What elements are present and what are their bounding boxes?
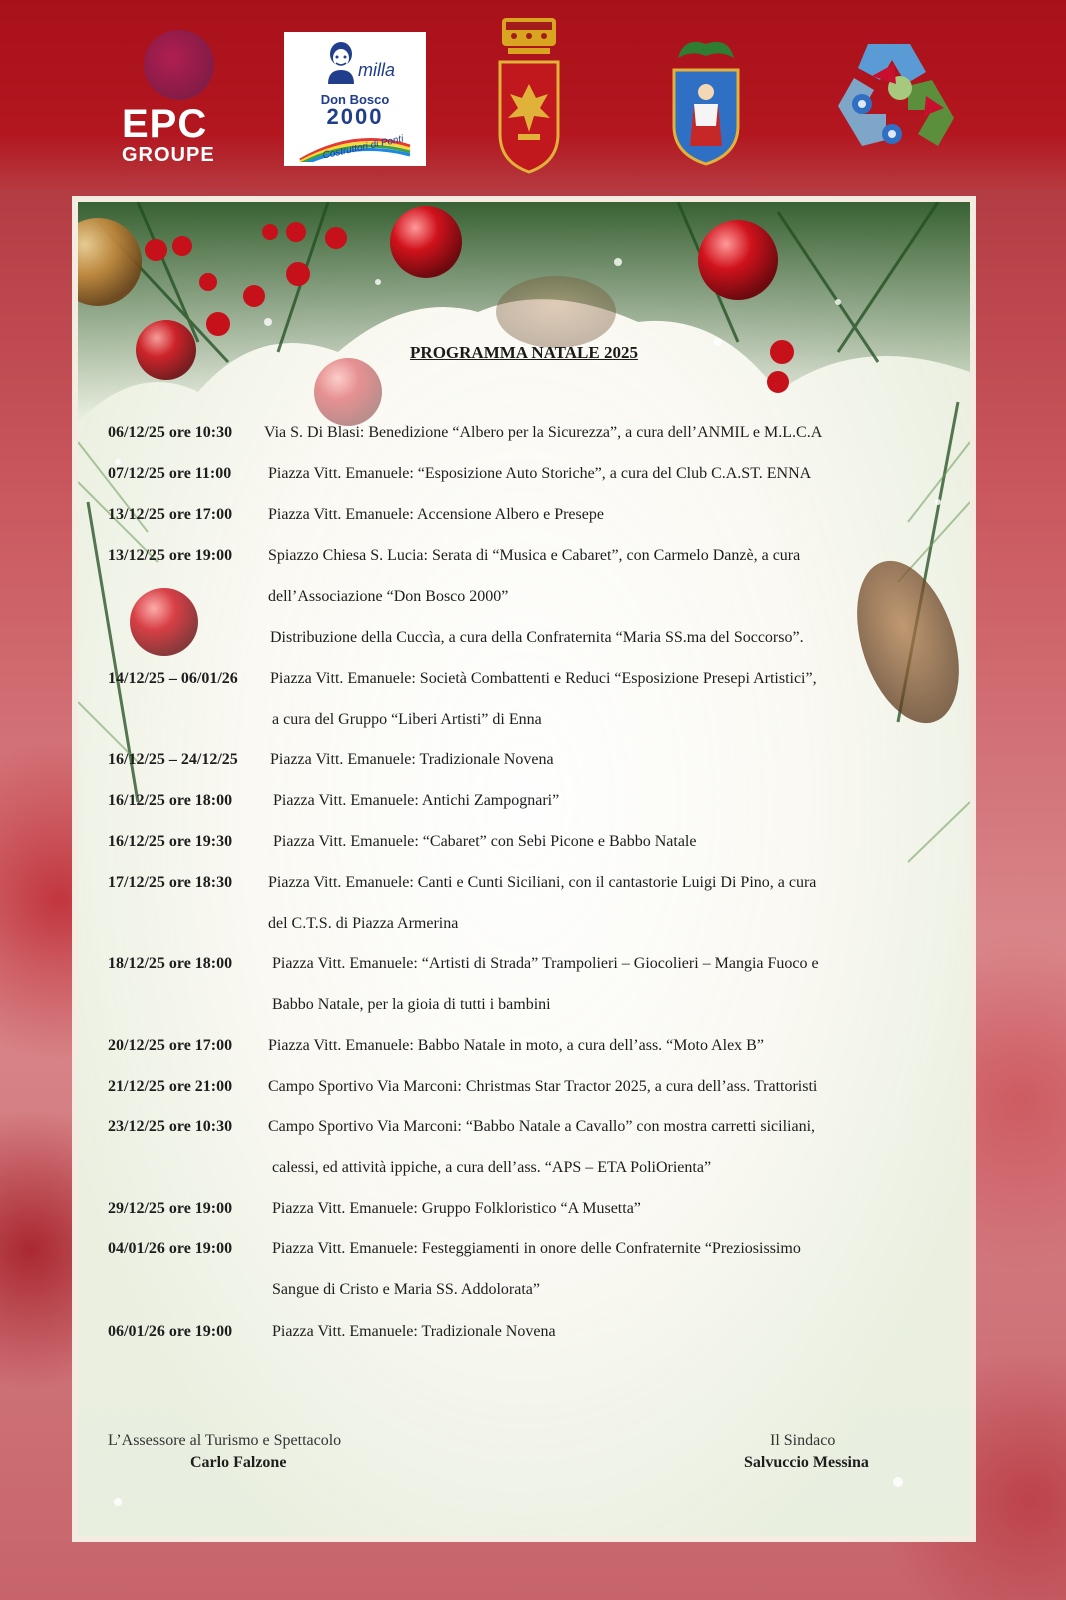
program-title: PROGRAMMA NATALE 2025: [410, 343, 638, 362]
event-description: Campo Sportivo Via Marconi: Christmas Star Tractor 2025, a cura dell’ass. Trattoristi: [268, 1078, 818, 1095]
event-row: [108, 874, 816, 892]
event-description: Piazza Vitt. Emanuele: “Artisti di Strada” Trampolieri – Giocolieri – Mangia Fuoco e: [272, 955, 819, 972]
event-date: 29/12/25 ore 19:00: [108, 1200, 233, 1217]
mayor-role: Il Sindaco: [770, 1432, 836, 1449]
event-row: [108, 955, 819, 973]
municipal-crest-eagle-icon: [494, 14, 564, 174]
assessor-role: L’Assessore al Turismo e Spettacolo: [108, 1432, 342, 1449]
provincial-crest-icon: [664, 34, 748, 166]
event-date: 07/12/25 ore 11:00: [108, 465, 232, 482]
event-continuation: Sangue di Cristo e Maria SS. Addolorata”: [272, 1281, 540, 1298]
assessor-name: Carlo Falzone: [190, 1454, 287, 1471]
mayor-name: Salvuccio Messina: [744, 1454, 869, 1471]
event-description: Piazza Vitt. Emanuele: Accensione Albero e Presepe: [268, 506, 604, 523]
event-date: 13/12/25 ore 17:00: [108, 506, 233, 523]
event-row: [108, 1240, 801, 1258]
event-date: 23/12/25 ore 10:30: [108, 1118, 233, 1135]
event-date: 04/01/26 ore 19:00: [108, 1240, 233, 1257]
event-description: Spiazzo Chiesa S. Lucia: Serata di “Musica e Cabaret”, con Carmelo Danzè, a cura: [268, 547, 801, 564]
event-date: 13/12/25 ore 19:00: [108, 547, 233, 564]
event-row: [108, 506, 604, 524]
program-panel: [72, 196, 976, 1542]
event-description: Piazza Vitt. Emanuele: Festeggiamenti in onore delle Confraternite “Preziosissimo: [272, 1240, 801, 1257]
epc-logo-subtext: GROUPE: [122, 144, 215, 166]
event-row: [108, 465, 811, 483]
event-description: Piazza Vitt. Emanuele: Tradizionale Novena: [270, 751, 554, 768]
event-row: [108, 1118, 815, 1136]
event-continuation: calessi, ed attività ippiche, a cura dell’ass. “APS – ETA PoliOrienta”: [272, 1159, 712, 1176]
don-bosco-logo-tagline: Costruttori di Ponti: [321, 133, 405, 162]
don-bosco-logo-script: milla: [358, 60, 396, 80]
don-bosco-logo-name: Don Bosco: [320, 92, 390, 107]
event-description: Via S. Di Blasi: Benedizione “Albero per la Sicurezza”, a cura dell’ANMIL e M.L.C.A: [264, 424, 823, 441]
event-description: Piazza Vitt. Emanuele: Babbo Natale in moto, a cura dell’ass. “Moto Alex B”: [268, 1037, 764, 1054]
event-continuation: del C.T.S. di Piazza Armerina: [268, 915, 459, 932]
event-row: [108, 670, 817, 688]
event-description: Piazza Vitt. Emanuele: “Esposizione Auto Storiche”, a cura del Club C.A.ST. ENNA: [268, 465, 812, 482]
event-row: [108, 1037, 764, 1055]
event-continuation: Distribuzione della Cuccìa, a cura della Confraternita “Maria SS.ma del Soccorso”.: [270, 629, 804, 646]
don-bosco-2000-logo: [284, 32, 426, 166]
event-description: Piazza Vitt. Emanuele: Società Combattenti e Reduci “Esposizione Presepi Artistici”,: [270, 670, 817, 687]
epc-groupe-logo: [122, 30, 230, 165]
event-row: [108, 792, 559, 810]
event-row: [108, 751, 554, 769]
event-description: Piazza Vitt. Emanuele: Antichi Zampognari”: [273, 792, 560, 809]
event-date: 20/12/25 ore 17:00: [108, 1037, 233, 1054]
don-bosco-portrait-icon: [324, 40, 358, 84]
event-date: 18/12/25 ore 18:00: [108, 955, 233, 972]
event-date: 17/12/25 ore 18:30: [108, 874, 233, 891]
epc-logo-mark: [144, 30, 214, 100]
header-band: [0, 0, 1066, 190]
event-row: [108, 1200, 641, 1218]
event-date: 16/12/25 ore 18:00: [108, 792, 233, 809]
event-continuation: dell’Associazione “Don Bosco 2000”: [268, 588, 509, 605]
recycle-icon: [822, 36, 974, 154]
event-continuation: a cura del Gruppo “Liberi Artisti” di Enna: [272, 711, 542, 728]
event-description: Piazza Vitt. Emanuele: Tradizionale Novena: [272, 1323, 556, 1340]
event-row: [108, 1078, 817, 1096]
event-date: 21/12/25 ore 21:00: [108, 1078, 233, 1095]
event-continuation: Babbo Natale, per la gioia di tutti i bambini: [272, 996, 551, 1013]
event-row: [108, 547, 800, 565]
event-date: 16/12/25 – 24/12/25: [108, 751, 238, 768]
event-description: Piazza Vitt. Emanuele: Canti e Cunti Siciliani, con il cantastorie Luigi Di Pino, a cura: [268, 874, 817, 891]
event-date: 16/12/25 ore 19:30: [108, 833, 233, 850]
event-row: [108, 1323, 556, 1341]
event-description: Campo Sportivo Via Marconi: “Babbo Natale a Cavallo” con mostra carretti siciliani,: [268, 1118, 816, 1135]
don-bosco-logo-year: 2000: [326, 104, 384, 129]
event-description: Piazza Vitt. Emanuele: “Cabaret” con Sebi Picone e Babbo Natale: [273, 833, 697, 850]
epc-logo-text: EPC: [122, 102, 208, 146]
event-description: Piazza Vitt. Emanuele: Gruppo Folkloristico “A Musetta”: [272, 1200, 641, 1217]
event-date: 06/01/26 ore 19:00: [108, 1323, 233, 1340]
event-date: 06/12/25 ore 10:30: [108, 424, 233, 441]
event-row: [108, 833, 696, 851]
event-row: [108, 424, 822, 442]
event-date: 14/12/25 – 06/01/26: [108, 670, 238, 687]
